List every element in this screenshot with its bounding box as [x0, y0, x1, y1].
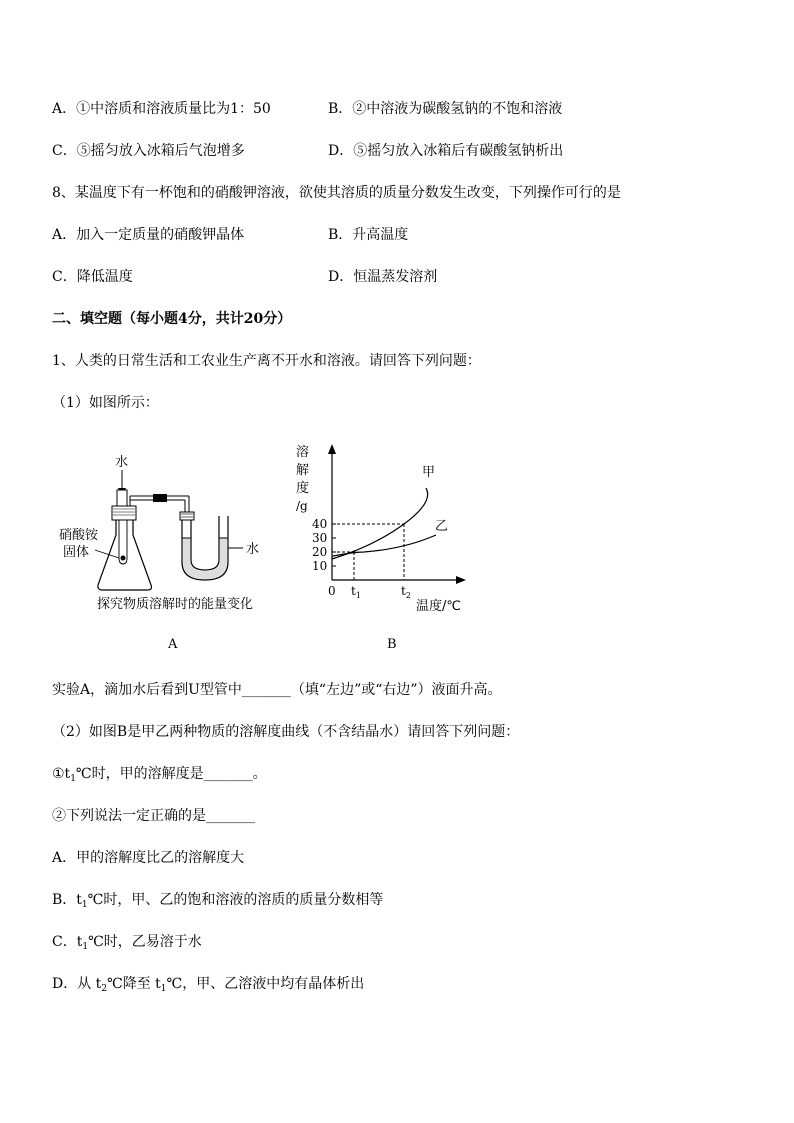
q8-option-c: C．降低温度: [52, 269, 133, 285]
chart-ylabel-3: 度: [296, 481, 310, 496]
q8-option-b: B．升高温度: [328, 227, 409, 243]
fill1-stem: 1、人类的日常生活和工农业生产离不开水和溶液。请回答下列问题：: [52, 353, 481, 369]
fill1-part2: （2）如图B是甲乙两种物质的溶解度曲线（不含结晶水）请回答下列问题：: [52, 724, 520, 740]
chart-intersection-point: [353, 551, 356, 554]
chart-y-tick-label: 40: [312, 517, 328, 531]
chart-y-tick-label: 30: [312, 531, 328, 545]
q2-option-a: A．甲的溶解度比乙的溶解度大: [52, 850, 245, 866]
q8-option-a: A．加入一定质量的硝酸钾晶体: [52, 227, 245, 243]
q2-2: ②下列说法一定正确的是_______: [52, 808, 255, 824]
chart-y-tick-label: 10: [312, 559, 328, 573]
fig-a-salt-label-1: 硝酸铵: [59, 528, 99, 543]
q7-option-b: B．②中溶液为碳酸氢钠的不饱和溶液: [328, 101, 563, 117]
chart-origin-label: 0: [328, 584, 336, 598]
fig-b-label: B: [387, 637, 397, 652]
experiment-a-question: 实验A，滴加水后看到U型管中_______（填“左边”或“右边”）液面升高。: [52, 682, 502, 698]
fig-a-caption: 探究物质溶解时的能量变化: [97, 597, 254, 612]
fill1-part1: （1）如图所示：: [52, 395, 159, 411]
q7-option-c: C．⑤摇匀放入冰箱后气泡增多: [52, 143, 245, 159]
chart-x-tick-label: $t_2$: [401, 584, 411, 600]
fig-a-salt-label-2: 固体: [63, 545, 90, 560]
section-title: 二、填空题（每小题4分，共计20分）: [52, 311, 292, 327]
chart-ylabel-2: 解: [296, 463, 310, 478]
chart-x-tick-label: $t_1$: [351, 584, 361, 600]
fig-a-label: A: [168, 637, 178, 652]
q7-option-a: A．①中溶质和溶液质量比为1：50: [52, 101, 271, 117]
fig-a-water-top-label: 水: [115, 455, 129, 470]
q8-stem: 8、某温度下有一杯饱和的硝酸钾溶液，欲使其溶质的质量分数发生改变，下列操作可行的是: [52, 185, 621, 201]
chart-ylabel-unit: /g: [296, 499, 308, 513]
chart-ylabel-1: 溶: [296, 445, 310, 460]
q2-1: $①t_1℃$时，甲的溶解度是_______。: [52, 766, 267, 784]
chart-curve-yi-label: 乙: [435, 519, 449, 534]
q2-option-b: B．$t_1℃$时，甲、乙的饱和溶液的溶质的质量分数相等: [52, 892, 384, 910]
figure-a-apparatus: [55, 440, 285, 660]
chart-y-tick-label: 20: [312, 545, 328, 559]
q8-option-d: D．恒温蒸发溶剂: [328, 269, 438, 285]
q2-option-d: D．从 $t_2℃$降至 $t_1℃$，甲、乙溶液中均有晶体析出: [52, 976, 365, 994]
chart-xlabel: 温度/℃: [416, 599, 461, 614]
chart-series-yi: [332, 535, 436, 556]
q7-option-d: D．⑤摇匀放入冰箱后有碳酸氢钠析出: [328, 143, 564, 159]
chart-curve-jia-label: 甲: [422, 465, 436, 480]
figure-b-chart: [290, 440, 490, 660]
fig-a-water-right-label: 水: [246, 542, 260, 557]
q2-option-c: C．$t_1℃$时，乙易溶于水: [52, 934, 202, 952]
